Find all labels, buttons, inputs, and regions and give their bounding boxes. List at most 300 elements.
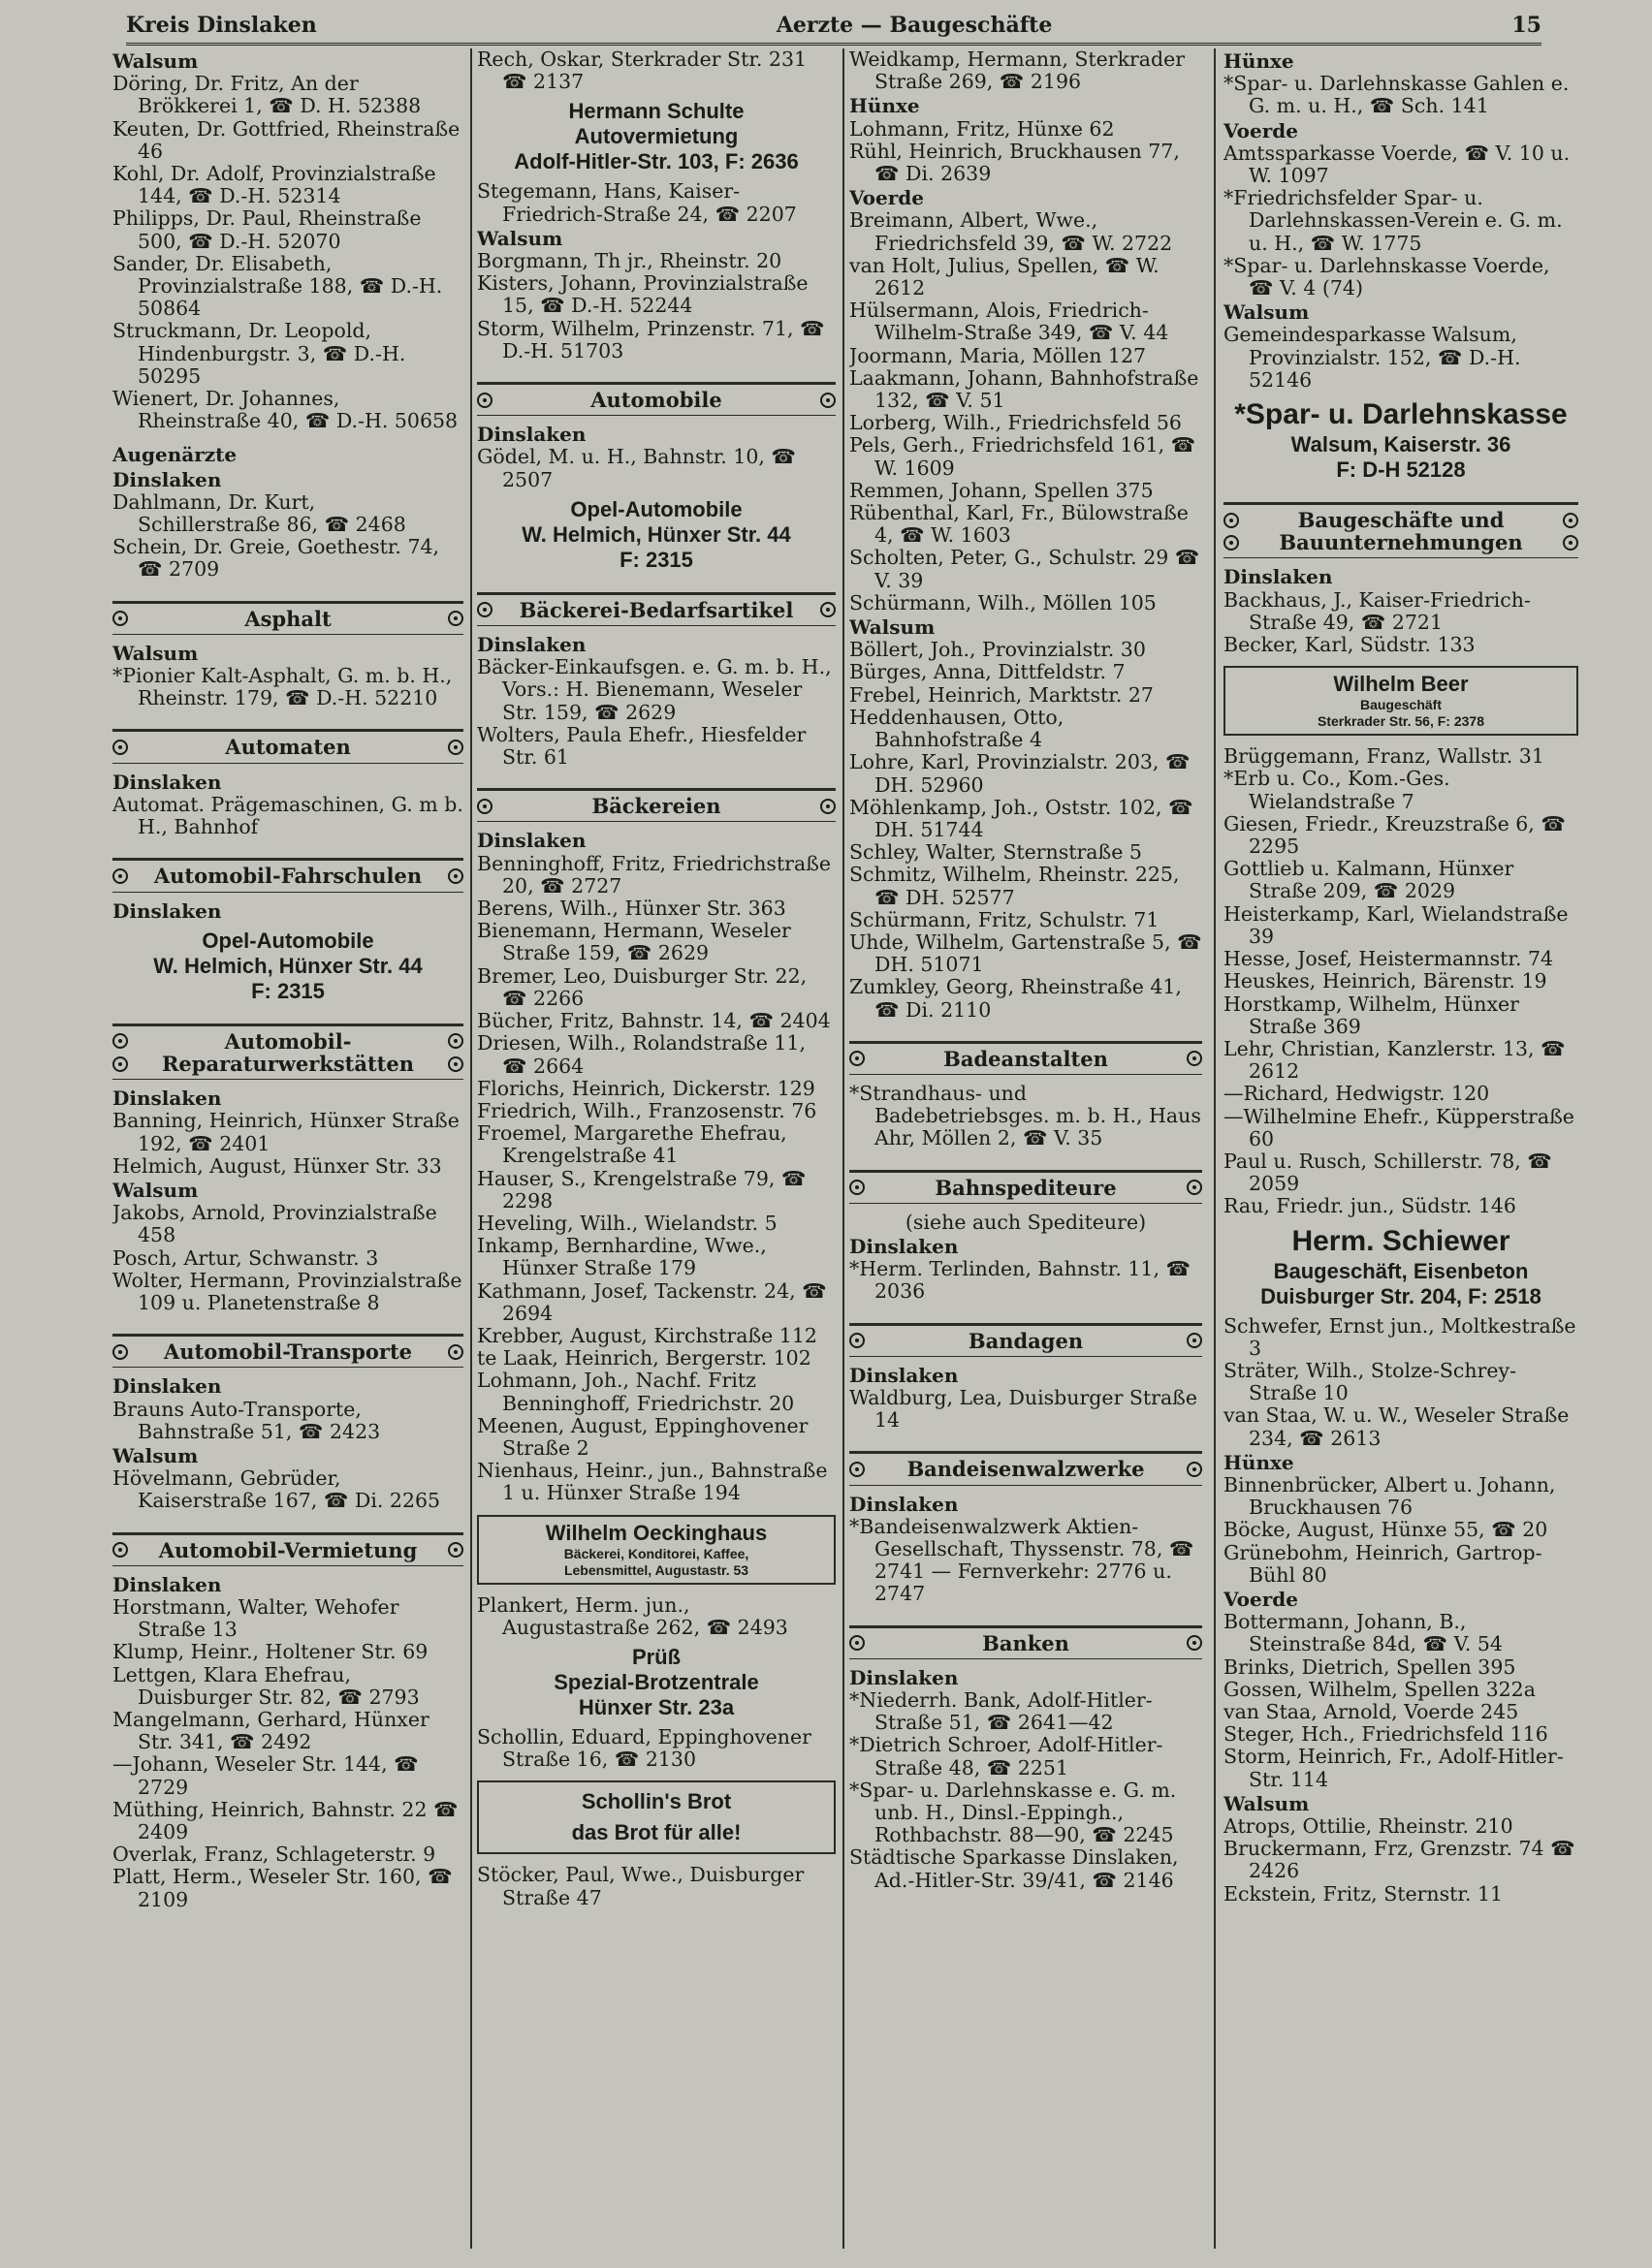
bullet-icon	[849, 1333, 865, 1348]
entry-list	[112, 1399, 463, 1443]
directory-entry: Atrops, Ottilie, Rheinstr. 210	[1223, 1814, 1513, 1838]
ad-line: Autovermietung	[574, 124, 739, 149]
bullet-icon	[112, 1542, 128, 1558]
bullet-icon	[849, 1462, 865, 1477]
bullet-icon	[112, 868, 128, 884]
place-heading: Walsum	[112, 1178, 199, 1202]
bullet-icon	[448, 611, 463, 626]
directory-entry: Binnenbrücker, Albert u. Johann, Bruckhausen 76	[1223, 1472, 1556, 1520]
section-title: Asphalt	[244, 606, 332, 631]
entry-list	[849, 48, 1202, 93]
bullet-icon	[448, 1542, 463, 1558]
section-title: Automaten	[225, 735, 351, 760]
directory-entry: Meenen, August, Eppinghovener Straße 2	[477, 1413, 809, 1460]
directory-entry: Platt, Herm., Weseler Str. 160, ☎ 2109	[112, 1865, 453, 1911]
directory-entry: van Staa, W. u. W., Weseler Straße 234, ☎ 2613	[1223, 1403, 1570, 1450]
place-heading: Dinslaken	[849, 1665, 959, 1689]
directory-entry: Joormann, Maria, Möllen 127	[849, 343, 1147, 367]
bullet-icon	[112, 611, 128, 626]
directory-entry: Schley, Walter, Sternstraße 5	[849, 840, 1142, 865]
page-header	[126, 8, 1541, 46]
bullet-icon	[1563, 513, 1578, 528]
place-heading: Walsum	[112, 1443, 199, 1467]
bullet-icon	[1187, 1051, 1202, 1066]
directory-entry: Florichs, Heinrich, Dickerstr. 129	[477, 1076, 815, 1100]
ad-line: Spezial-Brotzentrale	[554, 1669, 759, 1694]
ad-line: F: 2315	[251, 978, 325, 1003]
bullet-icon	[448, 1033, 463, 1049]
column-4	[1223, 48, 1578, 2249]
ad-line: Schollin's Brot	[581, 1789, 732, 1814]
bullet-icon	[477, 602, 492, 617]
entry-list	[477, 180, 836, 225]
directory-entry: Hövelmann, Gebrüder, Kaiserstraße 167, ☎ Di. 2265	[112, 1466, 441, 1513]
directory-entry: Horstkamp, Wilhelm, Hünxer Straße 369	[1223, 992, 1519, 1038]
ad-line: Hermann Schulte	[568, 99, 745, 124]
directory-entry: *Bandeisenwalzwerk Aktien-Gesellschaft, Thyssenstr. 78, ☎ 2741 — Fernverkehr: 2776 u. 2747	[849, 1514, 1194, 1606]
directory-entry: Schein, Dr. Greie, Goethestr. 74, ☎ 2709	[112, 535, 440, 582]
directory-entry: Philipps, Dr. Paul, Rheinstraße 500, ☎ D.-H. 52070	[112, 206, 422, 253]
directory-entry: Lettgen, Klara Ehefrau, Duisburger Str. 82, ☎ 2793	[112, 1662, 420, 1709]
directory-entry: Müthing, Heinrich, Bahnstr. 22 ☎ 2409	[112, 1797, 459, 1843]
directory-entry: Stöcker, Paul, Wwe., Duisburger Straße 47	[477, 1863, 805, 1909]
place-heading: Walsum	[1223, 1791, 1310, 1815]
entry-list	[849, 1516, 1202, 1606]
section-title: Reparaturwerkstätten	[161, 1051, 415, 1076]
directory-entry: Keuten, Dr. Gottfried, Rheinstraße 46	[112, 116, 461, 163]
section-header	[112, 1024, 463, 1080]
directory-entry: Zumkley, Georg, Rheinstraße 41, ☎ Di. 2110	[849, 975, 1182, 1022]
ad-line: F: 2315	[620, 547, 693, 572]
bullet-icon	[849, 1180, 865, 1195]
advertisement-box	[477, 1780, 836, 1854]
directory-entry: Gottlieb u. Kalmann, Hünxer Straße 209, ☎ 2029	[1223, 857, 1514, 903]
section-header	[477, 592, 836, 626]
entry-list	[849, 1083, 1202, 1150]
place-heading: Voerde	[1223, 118, 1298, 142]
ad-line: F: D-H 52128	[1336, 457, 1466, 483]
place-heading: Hünxe	[1223, 49, 1294, 73]
directory-entry: Brinks, Dietrich, Spellen 395	[1223, 1654, 1516, 1679]
place-heading: Hünxe	[1223, 1450, 1294, 1474]
ad-line: Wilhelm Oeckinghaus	[545, 1520, 768, 1545]
advertisement	[112, 929, 463, 1004]
section-header	[849, 1170, 1202, 1204]
bullet-icon	[1187, 1333, 1202, 1348]
header-topic: Aerzte — Baugeschäfte	[776, 13, 1053, 38]
entry-list	[477, 1864, 836, 1908]
ad-line: Duisburger Str. 204, F: 2518	[1260, 1283, 1541, 1308]
directory-entry: Stegemann, Hans, Kaiser-Friedrich-Straße 24, ☎ 2207	[477, 179, 797, 226]
directory-entry: Scholten, Peter, G., Schulstr. 29 ☎ V. 39	[849, 546, 1200, 592]
directory-entry: Berens, Wilh., Hünxer Str. 363	[477, 897, 786, 921]
directory-entry: *Dietrich Schroer, Adolf-Hitler-Straße 48, ☎ 2251	[849, 1733, 1163, 1780]
ad-line: Opel-Automobile	[570, 496, 743, 521]
section-title: Automobil-Vermietung	[158, 1537, 418, 1562]
entry-list	[477, 250, 836, 362]
advertisement	[477, 99, 836, 174]
entry-list	[1223, 1315, 1578, 1450]
directory-entry: Lohmann, Joh., Nachf. Fritz Benninghoff, Friedrichstr. 20	[477, 1369, 795, 1415]
directory-entry: —Wilhelmine Ehefr., Küpperstraße 60	[1223, 1104, 1574, 1150]
entry-list	[477, 48, 836, 93]
directory-entry: Bremer, Leo, Duisburger Str. 22, ☎ 2266	[477, 963, 808, 1010]
place-heading: Dinslaken	[112, 770, 222, 794]
entry-list	[849, 1387, 1202, 1432]
bullet-icon	[112, 1056, 128, 1072]
directory-entry: Schürmann, Fritz, Schulstr. 71	[849, 907, 1160, 931]
directory-entry: Grünebohm, Heinrich, Gartrop-Bühl 80	[1223, 1540, 1542, 1587]
ad-line: Hünxer Str. 23a	[578, 1694, 735, 1719]
section-header	[849, 1625, 1202, 1659]
directory-entry: *Herm. Terlinden, Bahnstr. 11, ☎ 2036	[849, 1257, 1191, 1304]
directory-entry: Nienhaus, Heinr., jun., Bahnstraße 1 u. Hünxer Straße 194	[477, 1459, 828, 1505]
directory-entry: Inkamp, Bernhardine, Wwe., Hünxer Straße 179	[477, 1234, 767, 1280]
entry-list	[1223, 1815, 1578, 1906]
ad-line: Sterkrader Str. 56, F: 2378	[1318, 713, 1484, 730]
directory-entry: Benninghoff, Fritz, Friedrichstraße 20, ☎ 2727	[477, 851, 832, 898]
directory-entry: *Niederrh. Bank, Adolf-Hitler-Straße 51, ☎ 2641—42	[849, 1688, 1153, 1735]
directory-entry: Heuskes, Heinrich, Bärenstr. 19	[1223, 969, 1547, 993]
place-heading: Dinslaken	[477, 633, 587, 657]
directory-entry: Hauser, S., Krengelstraße 79, ☎ 2298	[477, 1166, 807, 1213]
entry-list	[112, 1202, 463, 1314]
directory-entry: Bücher, Fritz, Bahnstr. 14, ☎ 2404	[477, 1009, 831, 1033]
entry-list	[849, 1689, 1202, 1892]
column-2	[477, 48, 836, 2249]
section-header	[112, 858, 463, 892]
directory-entry: Paul u. Rusch, Schillerstr. 78, ☎ 2059	[1223, 1149, 1552, 1196]
section-title: Automobil-Fahrschulen	[153, 864, 423, 889]
place-heading: Dinslaken	[112, 1572, 222, 1596]
directory-entry: Bürges, Anna, Dittfeldstr. 7	[849, 660, 1126, 684]
directory-entry: Sander, Dr. Elisabeth, Provinzialstraße 188, ☎ D.-H. 50864	[112, 251, 443, 321]
directory-entry: Döring, Dr. Fritz, An der Brökkerei 1, ☎ D. H. 52388	[112, 72, 422, 118]
section-header	[849, 1041, 1202, 1075]
directory-entry: Gossen, Wilhelm, Spellen 322a	[1223, 1677, 1536, 1701]
directory-entry: —Richard, Hedwigstr. 120	[1223, 1082, 1490, 1106]
section-header	[112, 601, 463, 635]
ad-line: Opel-Automobile	[202, 928, 374, 953]
directory-entry: Heveling, Wilh., Wielandstr. 5	[477, 1211, 778, 1235]
entry-list	[112, 73, 463, 432]
directory-entry: Bottermann, Johann, B., Steinstraße 84d, ☎ V. 54	[1223, 1610, 1503, 1656]
directory-entry: Schmitz, Wilhelm, Rheinstr. 225, ☎ DH. 52577	[849, 863, 1180, 909]
place-heading: Dinslaken	[849, 1492, 959, 1516]
place-heading: Dinslaken	[1223, 565, 1333, 589]
directory-entry: Heddenhausen, Otto, Bahnhofstraße 4	[849, 705, 1064, 752]
directory-entry: Böcke, August, Hünxe 55, ☎ 20	[1223, 1518, 1548, 1542]
directory-entry: Froemel, Margarethe Ehefrau, Krengelstraße 41	[477, 1121, 787, 1168]
entry-list	[849, 118, 1202, 186]
bullet-icon	[477, 393, 492, 408]
advertisement	[1223, 1224, 1578, 1309]
bullet-icon	[820, 799, 836, 814]
place-heading: Walsum	[849, 615, 936, 640]
directory-entry: Schollin, Eduard, Eppinghovener Straße 16, ☎ 2130	[477, 1724, 811, 1772]
directory-entry: Struckmann, Dr. Leopold, Hindenburgstr. 3, ☎ D.-H. 50295	[112, 319, 406, 388]
directory-entry: Wolter, Hermann, Provinzialstraße 109 u. Planetenstraße 8	[112, 1268, 462, 1314]
column-rule	[842, 48, 844, 2249]
directory-entry: Möhlenkamp, Joh., Oststr. 102, ☎ DH. 51744	[849, 795, 1193, 841]
directory-entry: Brüggemann, Franz, Wallstr. 31	[1223, 744, 1544, 769]
section-header	[849, 1451, 1202, 1485]
entry-list	[477, 853, 836, 1505]
directory-entry: *Strandhaus- und Badebetriebsges. m. b. H., Haus Ahr, Möllen 2, ☎ V. 35	[849, 1081, 1201, 1150]
directory-entry: Kohl, Dr. Adolf, Provinzialstraße 144, ☎ D.-H. 52314	[112, 162, 436, 208]
directory-entry: Posch, Artur, Schwanstr. 3	[112, 1245, 379, 1270]
column-3	[849, 48, 1202, 2249]
place-heading: Dinslaken	[849, 1363, 959, 1387]
entry-list	[1223, 324, 1578, 392]
ad-line: W. Helmich, Hünxer Str. 44	[153, 953, 423, 978]
entry-list	[112, 1110, 463, 1178]
column-1	[112, 48, 463, 2249]
bullet-icon	[448, 1344, 463, 1360]
directory-entry: te Laak, Heinrich, Bergerstr. 102	[477, 1346, 811, 1370]
section-title: Baugeschäfte und	[1297, 508, 1505, 533]
directory-entry: Storm, Wilhelm, Prinzenstr. 71, ☎ D.-H. 51703	[477, 316, 825, 362]
directory-entry: Laakmann, Johann, Bahnhofstraße 132, ☎ V. 51	[849, 365, 1199, 413]
entry-list	[1223, 142, 1578, 299]
directory-entry: Mangelmann, Gerhard, Hünxer Str. 341, ☎ 2492	[112, 1707, 429, 1754]
directory-entry: Amtssparkasse Voerde, ☎ V. 10 u. W. 1097	[1223, 141, 1571, 188]
place-heading: Walsum	[477, 226, 563, 250]
section-header	[1223, 502, 1578, 558]
directory-entry: Lehr, Christian, Kanzlerstr. 13, ☎ 2612	[1223, 1036, 1566, 1084]
bullet-icon	[112, 1033, 128, 1049]
entry-list	[477, 656, 836, 769]
section-header	[849, 1323, 1202, 1357]
directory-entry: Krebber, August, Kirchstraße 112	[477, 1323, 817, 1347]
section-title: Bandeisenwalzwerke	[906, 1457, 1145, 1482]
directory-entry: Wienert, Dr. Johannes, Rheinstraße 40, ☎ D.-H. 50658	[112, 387, 459, 433]
directory-entry: Plankert, Herm. jun., Augustastraße 262, ☎ 2493	[477, 1592, 788, 1639]
place-heading: Dinslaken	[477, 829, 587, 853]
directory-entry: Rühl, Heinrich, Bruckhausen 77, ☎ Di. 2639	[849, 139, 1180, 186]
directory-entry: Klump, Heinr., Holtener Str. 69	[112, 1640, 429, 1664]
entry-list	[477, 1594, 836, 1639]
bullet-icon	[448, 740, 463, 755]
advertisement	[477, 1645, 836, 1720]
directory-entry: —Johann, Weseler Str. 144, ☎ 2729	[112, 1752, 419, 1799]
entry-list	[112, 665, 463, 709]
directory-entry: Backhaus, J., Kaiser-Friedrich-Straße 49, ☎ 2721	[1223, 587, 1531, 634]
directory-entry: Brauns Auto-Transporte, Bahnstraße 51, ☎ 2423	[112, 1397, 381, 1443]
directory-entry: Rech, Oskar, Sterkrader Str. 231 ☎ 2137	[477, 48, 808, 94]
place-heading: Dinslaken	[112, 1087, 222, 1111]
directory-entry: Schürmann, Wilh., Möllen 105	[849, 590, 1157, 614]
directory-entry: Hesse, Josef, Heistermannstr. 74	[1223, 947, 1554, 971]
directory-entry: Städtische Sparkasse Dinslaken, Ad.-Hitler-Str. 39/41, ☎ 2146	[849, 1845, 1179, 1892]
directory-entry: Friedrich, Wilh., Franzosenstr. 76	[477, 1098, 817, 1122]
section-title: Bauunternehmungen	[1279, 530, 1523, 555]
directory-entry: Kathmann, Josef, Tackenstr. 24, ☎ 2694	[477, 1278, 827, 1325]
directory-entry: Horstmann, Walter, Wehofer Straße 13	[112, 1594, 399, 1642]
bullet-icon	[1187, 1180, 1202, 1195]
directory-entry: Overlak, Franz, Schlageterstr. 9	[112, 1843, 436, 1867]
bullet-icon	[1223, 535, 1239, 551]
directory-entry: Becker, Karl, Südstr. 133	[1223, 633, 1476, 657]
directory-entry: Bienemann, Hermann, Weseler Straße 159, ☎ 2629	[477, 919, 791, 965]
entry-list	[112, 1596, 463, 1911]
place-heading: Dinslaken	[112, 898, 222, 923]
section-header	[112, 1334, 463, 1368]
bullet-icon	[1223, 513, 1239, 528]
bullet-icon	[820, 393, 836, 408]
directory-entry: Eckstein, Fritz, Sternstr. 11	[1223, 1881, 1504, 1906]
bullet-icon	[1563, 535, 1578, 551]
directory-entry: Weidkamp, Hermann, Sterkrader Straße 269, ☎ 2196	[849, 48, 1186, 94]
ad-line: Bäckerei, Konditorei, Kaffee,	[563, 1545, 749, 1561]
entry-list	[849, 639, 1202, 1021]
place-heading: Dinslaken	[849, 1234, 959, 1258]
bullet-icon	[1187, 1462, 1202, 1477]
directory-entry: Hülsermann, Alois, Friedrich-Wilhelm-Straße 349, ☎ V. 44	[849, 299, 1169, 345]
bullet-icon	[477, 799, 492, 814]
directory-entry: *Spar- u. Darlehnskasse Gahlen e. G. m. u. H., ☎ Sch. 141	[1223, 72, 1570, 118]
directory-entry: Bruckermann, Frz, Grenzstr. 74 ☎ 2426	[1223, 1837, 1575, 1883]
entry-list	[477, 446, 836, 490]
place-heading: Hünxe	[849, 94, 920, 118]
bullet-icon	[448, 1056, 463, 1072]
place-heading: Walsum	[112, 49, 199, 73]
section-note: (siehe auch Spediteure)	[905, 1210, 1147, 1234]
directory-entry: Wolters, Paula Ehefr., Hiesfelder Str. 61	[477, 722, 807, 770]
ad-line: Walsum, Kaiserstr. 36	[1290, 432, 1511, 457]
entry-list	[112, 491, 463, 582]
place-heading: Voerde	[849, 186, 924, 210]
directory-entry: Bäcker-Einkaufsgen. e. G. m. b. H., Vors.: H. Bienemann, Weseler Str. 159, ☎ 2629	[477, 655, 832, 724]
advertisement-box	[1223, 666, 1578, 736]
directory-entry: Lohmann, Fritz, Hünxe 62	[849, 116, 1115, 141]
directory-entry: Frebel, Heinrich, Marktstr. 27	[849, 682, 1154, 707]
advertisement	[477, 497, 836, 573]
directory-entry: Automat. Prägemaschinen, G. m b. H., Bahnhof	[112, 792, 463, 839]
bullet-icon	[112, 740, 128, 755]
ad-line: Herm. Schiewer	[1291, 1224, 1510, 1257]
place-heading: Walsum	[1223, 300, 1310, 325]
directory-entry: Storm, Heinrich, Fr., Adolf-Hitler-Str. 114	[1223, 1745, 1564, 1791]
directory-entry: *Friedrichsfelder Spar- u. Darlehnskassen-Verein e. G. m. u. H., ☎ W. 1775	[1223, 186, 1563, 255]
directory-entry: Helmich, August, Hünxer Str. 33	[112, 1153, 442, 1178]
place-heading: Dinslaken	[477, 423, 587, 447]
ad-line: W. Helmich, Hünxer Str. 44	[522, 521, 791, 547]
directory-entry: van Holt, Julius, Spellen, ☎ W. 2612	[849, 253, 1160, 300]
ad-line: Prüß	[631, 1644, 682, 1669]
directory-entry: Pels, Gerh., Friedrichsfeld 161, ☎ W. 1609	[849, 433, 1196, 480]
directory-entry: Gemeindesparkasse Walsum, Provinzialstr. 152, ☎ D.-H. 52146	[1223, 323, 1521, 392]
section-title: Badeanstalten	[943, 1046, 1108, 1071]
section-title: Automobil-	[224, 1028, 352, 1054]
directory-entry: Borgmann, Th jr., Rheinstr. 20	[477, 249, 782, 273]
section-header	[112, 1532, 463, 1566]
directory-entry: Sträter, Wilh., Stolze-Schrey-Straße 10	[1223, 1358, 1517, 1405]
page-number: 15	[1511, 13, 1541, 38]
section-title: Bäckereien	[591, 794, 721, 819]
directory-entry: Uhde, Wilhelm, Gartenstraße 5, ☎ DH. 51071	[849, 929, 1202, 977]
directory-entry: Böllert, Joh., Provinzialstr. 30	[849, 638, 1146, 662]
entry-list	[1223, 589, 1578, 657]
subsection-heading: Augenärzte	[112, 443, 238, 467]
entry-list	[1223, 73, 1578, 117]
directory-entry: Lorberg, Wilh., Friedrichsfeld 56	[849, 411, 1182, 435]
directory-entry: Steger, Hch., Friedrichsfeld 116	[1223, 1722, 1548, 1747]
entry-list	[1223, 745, 1578, 1217]
place-heading: Walsum	[112, 641, 199, 665]
directory-entry: Waldburg, Lea, Duisburger Straße 14	[849, 1385, 1198, 1433]
directory-entry: Kisters, Johann, Provinzialstraße 15, ☎ D.-H. 52244	[477, 271, 809, 318]
directory-entry: Breimann, Albert, Wwe., Friedrichsfeld 39, ☎ W. 2722	[849, 208, 1173, 255]
section-title: Banken	[982, 1630, 1069, 1655]
entry-list	[1223, 1474, 1578, 1587]
advertisement-box	[477, 1515, 836, 1585]
directory-entry: van Staa, Arnold, Voerde 245	[1223, 1699, 1519, 1723]
section-title: Bahnspediteure	[935, 1175, 1117, 1200]
column-rule	[1214, 48, 1216, 2249]
bullet-icon	[820, 602, 836, 617]
ad-line: Lebensmittel, Augustastr. 53	[563, 1561, 749, 1578]
bullet-icon	[1187, 1635, 1202, 1651]
ad-line: das Brot für alle!	[571, 1820, 742, 1845]
bullet-icon	[112, 1344, 128, 1360]
directory-entry: *Pionier Kalt-Asphalt, G. m. b. H., Rheinstr. 179, ☎ D.-H. 52210	[112, 664, 453, 710]
ad-line: Baugeschäft, Eisenbeton	[1273, 1258, 1529, 1283]
section-header	[477, 382, 836, 416]
header-region: Kreis Dinslaken	[126, 13, 317, 38]
section-title: Bäckerei-Bedarfsartikel	[519, 597, 794, 622]
section-title: Automobile	[590, 388, 722, 413]
entry-list	[849, 1258, 1202, 1303]
directory-entry: Schwefer, Ernst jun., Moltkestraße 3	[1223, 1313, 1576, 1360]
directory-entry: Giesen, Friedr., Kreuzstraße 6, ☎ 2295	[1223, 811, 1566, 859]
ad-line: Wilhelm Beer	[1333, 672, 1469, 697]
directory-entry: Jakobs, Arnold, Provinzialstraße 458	[112, 1201, 437, 1247]
directory-entry: Remmen, Johann, Spellen 375	[849, 478, 1154, 502]
advertisement	[1223, 397, 1578, 483]
place-heading: Dinslaken	[112, 1374, 222, 1399]
entry-list	[1223, 1611, 1578, 1791]
directory-entry: *Erb u. Co., Kom.-Ges. Wielandstraße 7	[1223, 767, 1450, 813]
entry-list	[477, 1726, 836, 1771]
ad-line: *Spar- u. Darlehnskasse	[1234, 398, 1568, 431]
entry-list	[112, 794, 463, 838]
section-title: Automobil-Transporte	[163, 1339, 413, 1365]
directory-entry: Rübenthal, Karl, Fr., Bülowstraße 4, ☎ W. 1603	[849, 501, 1189, 548]
ad-line: Adolf-Hitler-Str. 103, F: 2636	[514, 149, 799, 174]
directory-entry: Dahlmann, Dr. Kurt, Schillerstraße 86, ☎ 2468	[112, 489, 406, 537]
directory-entry: *Spar- u. Darlehnskasse e. G. m. unb. H., Dinsl.-Eppingh., Rothbachstr. 88—90, ☎ 2245	[849, 1778, 1177, 1847]
directory-entry: Heisterkamp, Karl, Wielandstraße 39	[1223, 901, 1569, 948]
bullet-icon	[849, 1051, 865, 1066]
directory-entry: *Spar- u. Darlehnskasse Voerde, ☎ V. 4 (74)	[1223, 253, 1550, 300]
column-rule	[470, 48, 472, 2249]
directory-entry: Rau, Friedr. jun., Südstr. 146	[1223, 1194, 1516, 1218]
section-title: Bandagen	[968, 1328, 1084, 1353]
directory-entry: Lohre, Karl, Provinzialstr. 203, ☎ DH. 52960	[849, 750, 1191, 797]
entry-list	[849, 209, 1202, 614]
directory-entry: Gödel, M. u. H., Bahnstr. 10, ☎ 2507	[477, 445, 796, 491]
section-header	[477, 788, 836, 822]
section-header	[112, 729, 463, 763]
place-heading: Dinslaken	[112, 467, 222, 491]
directory-entry: Banning, Heinrich, Hünxer Straße 192, ☎ 2401	[112, 1109, 460, 1155]
entry-list	[112, 1467, 463, 1512]
bullet-icon	[448, 868, 463, 884]
directory-entry: Driesen, Wilh., Rolandstraße 11, ☎ 2664	[477, 1031, 806, 1078]
ad-line: Baugeschäft	[1359, 697, 1443, 713]
place-heading: Voerde	[1223, 1587, 1298, 1611]
